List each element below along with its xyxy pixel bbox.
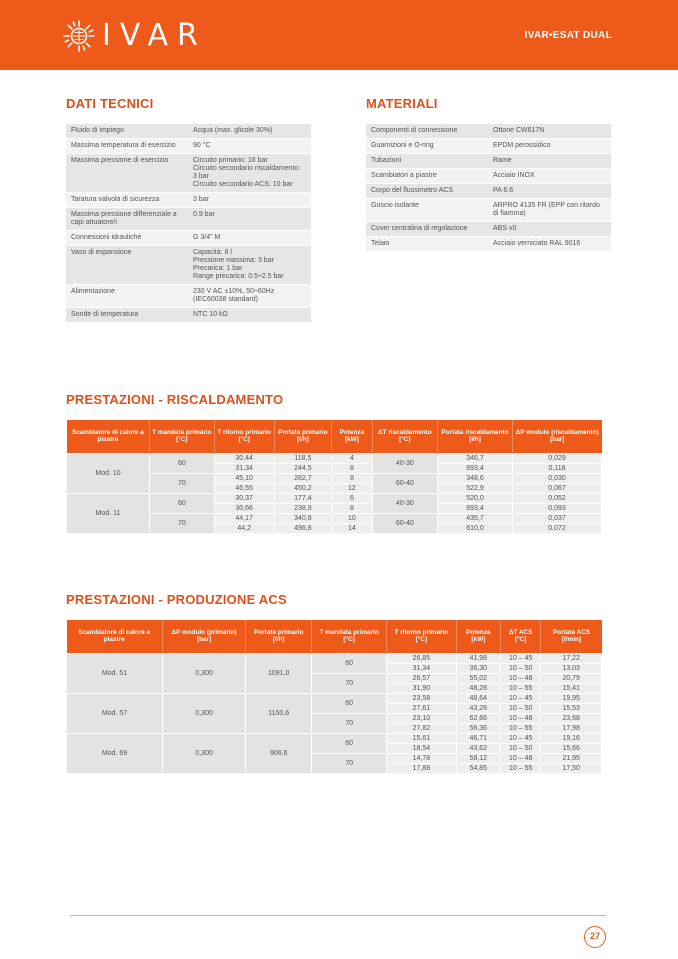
column-header: Portata primario [l/h]: [246, 620, 312, 653]
t-ritorno-cell: 31,34: [214, 463, 274, 473]
t-ritorno-cell: 27,61: [387, 703, 457, 713]
spec-value: 0.9 bar: [188, 208, 311, 231]
portata-primario-cell: 238,9: [274, 503, 331, 513]
delta-t-cell: 60-40: [372, 513, 437, 533]
footer-divider: [70, 915, 606, 916]
column-header: ΔT ACS [°C]: [500, 620, 540, 653]
spec-value: NTC 10 kΩ: [188, 308, 311, 323]
spec-row: [66, 124, 311, 139]
spec-label: Fluido di impiego: [66, 124, 188, 139]
portata-risc-cell: 348,6: [437, 473, 512, 483]
spec-value: Acqua (max. glicole 30%): [188, 124, 311, 139]
portata-acs-cell: 15,53: [541, 703, 602, 713]
spec-label: Cover centralina di regolazione: [366, 222, 488, 237]
spec-value: 230 V AC ±10%, 50÷60Hz (IEC60038 standard): [188, 285, 311, 308]
t-ritorno-cell: 27,82: [387, 723, 457, 733]
potenza-cell: 10: [332, 513, 373, 523]
spec-value: G 3/4" M: [188, 231, 311, 246]
delta-t-acs-cell: 10 – 48: [500, 753, 540, 763]
delta-p-cell: 0,030: [513, 473, 602, 483]
t-mandata-cell: 60: [312, 733, 387, 753]
column-header: ΔT riscaldamento [°C]: [372, 420, 437, 453]
table-row: [67, 653, 602, 663]
spec-row: [366, 184, 611, 199]
spec-label: Massima pressione differenziale a capi attuatore/i: [66, 208, 188, 231]
t-mandata-cell: 70: [150, 513, 214, 533]
delta-t-acs-cell: 10 – 55: [500, 763, 540, 773]
column-header: Scambiatore di calore a piastre: [67, 420, 150, 453]
t-ritorno-cell: 30,44: [214, 453, 274, 463]
spec-value: ABS v0: [488, 222, 611, 237]
t-ritorno-cell: 26,85: [387, 653, 457, 663]
potenza-cell: 43,62: [456, 743, 500, 753]
potenza-cell: 8: [332, 463, 373, 473]
column-header: ΔP modulo (primario) [bar]: [162, 620, 245, 653]
portata-acs-cell: 17,22: [541, 653, 602, 663]
portata-primario-cell: 282,7: [274, 473, 331, 483]
materiali-table: [366, 124, 611, 252]
riscaldamento-title: PRESTAZIONI - RISCALDAMENTO: [66, 392, 284, 407]
potenza-cell: 56,36: [456, 723, 500, 733]
column-header: Potenza [kW]: [332, 420, 373, 453]
spec-row: [366, 139, 611, 154]
t-mandata-cell: 60: [150, 453, 214, 473]
t-ritorno-cell: 30,37: [214, 493, 274, 503]
potenza-cell: 8: [332, 473, 373, 483]
spec-label: Guscio isolante: [366, 199, 488, 222]
t-ritorno-cell: 44,17: [214, 513, 274, 523]
delta-t-acs-cell: 10 – 45: [500, 733, 540, 743]
column-header: T mandata primario [°C]: [312, 620, 387, 653]
spec-label: Telaio: [366, 237, 488, 252]
t-ritorno-cell: 15,61: [387, 733, 457, 743]
portata-primario-cell: 340,8: [274, 513, 331, 523]
delta-p-cell: 0,037: [513, 513, 602, 523]
portata-primario-cell: 118,5: [274, 453, 331, 463]
t-ritorno-cell: 26,57: [387, 673, 457, 683]
delta-t-acs-cell: 10 – 50: [500, 663, 540, 673]
spec-row: [366, 222, 611, 237]
delta-p-cell: 0,093: [513, 503, 602, 513]
potenza-cell: 36,30: [456, 663, 500, 673]
spec-value: Acciaio verniciato RAL 9016: [488, 237, 611, 252]
portata-acs-cell: 17,50: [541, 763, 602, 773]
t-mandata-cell: 60: [312, 653, 387, 673]
brand-name: IVAR: [102, 18, 207, 53]
delta-t-cell: 40-30: [372, 453, 437, 473]
potenza-cell: 48,28: [456, 683, 500, 693]
delta-t-acs-cell: 10 – 55: [500, 723, 540, 733]
portata-primario-cell: 906,6: [246, 733, 312, 773]
column-header: T ritorno primario [°C]: [387, 620, 457, 653]
delta-t-cell: 40-30: [372, 493, 437, 513]
portata-risc-cell: 346,7: [437, 453, 512, 463]
portata-acs-cell: 19,16: [541, 733, 602, 743]
t-mandata-cell: 70: [312, 753, 387, 773]
delta-t-acs-cell: 10 – 48: [500, 713, 540, 723]
spec-value: 3 bar: [188, 193, 311, 208]
model-cell: Mod. 11: [67, 493, 150, 533]
portata-risc-cell: 610,0: [437, 523, 512, 533]
spec-row: [366, 154, 611, 169]
potenza-cell: 41,98: [456, 653, 500, 663]
portata-primario-cell: 244,5: [274, 463, 331, 473]
page-header: [0, 0, 678, 70]
spec-label: Massima temperatura di esercizio: [66, 139, 188, 154]
brand-logo: [62, 18, 207, 54]
potenza-cell: 46,71: [456, 733, 500, 743]
column-header: Potenza [kW]: [456, 620, 500, 653]
table-row: [67, 493, 602, 503]
delta-t-acs-cell: 10 – 50: [500, 703, 540, 713]
acs-title: PRESTAZIONI - PRODUZIONE ACS: [66, 592, 287, 607]
spec-label: Connessioni idrauliche: [66, 231, 188, 246]
portata-risc-cell: 693,4: [437, 463, 512, 473]
portata-acs-cell: 13,03: [541, 663, 602, 673]
spec-value: Circuito primario: 16 bar Circuito secondario riscaldamento: 3 bar Circuito secondario ACS: 10 bar: [188, 154, 311, 193]
delta-t-acs-cell: 10 – 48: [500, 673, 540, 683]
spec-row: [366, 199, 611, 222]
spec-label: Massima pressione di esercizio: [66, 154, 188, 193]
t-ritorno-cell: 31,34: [387, 663, 457, 673]
spec-row: [66, 208, 311, 231]
delta-t-acs-cell: 10 – 45: [500, 693, 540, 703]
potenza-cell: 54,85: [456, 763, 500, 773]
dati-tecnici-title: DATI TECNICI: [66, 96, 154, 111]
delta-t-acs-cell: 10 – 50: [500, 743, 540, 753]
spec-row: [366, 237, 611, 252]
acs-table: [66, 620, 602, 774]
spec-row: [66, 285, 311, 308]
portata-acs-cell: 20,79: [541, 673, 602, 683]
spec-label: Alimentazione: [66, 285, 188, 308]
column-header: Portata riscaldamento [l/h]: [437, 420, 512, 453]
portata-primario-cell: 1091,0: [246, 653, 312, 693]
spec-label: Corpo del flussimetro ACS: [366, 184, 488, 199]
spec-row: [66, 231, 311, 246]
delta-p-cell: 0,118: [513, 463, 602, 473]
portata-acs-cell: 17,98: [541, 723, 602, 733]
spec-value: PA 6.6: [488, 184, 611, 199]
spec-value: ARPRO 4135 FR (EPP con ritardo di fiamma): [488, 199, 611, 222]
header-row: [67, 620, 602, 653]
spec-value: Ottone CW617N: [488, 124, 611, 139]
t-mandata-cell: 70: [312, 713, 387, 733]
portata-primario-cell: 450,2: [274, 483, 331, 493]
portata-primario-cell: 1150,6: [246, 693, 312, 733]
portata-risc-cell: 520,0: [437, 493, 512, 503]
delta-p-cell: 0,067: [513, 483, 602, 493]
model-cell: Mod. 10: [67, 453, 150, 493]
t-mandata-cell: 70: [312, 673, 387, 693]
spec-label: Componenti di connessione: [366, 124, 488, 139]
spec-label: Taratura valvola di sicurezza: [66, 193, 188, 208]
portata-risc-cell: 435,7: [437, 513, 512, 523]
table-row: [67, 693, 602, 703]
column-header: T ritorno primario [°C]: [214, 420, 274, 453]
column-header: Portata primario [l/h]: [274, 420, 331, 453]
riscaldamento-table: [66, 420, 602, 534]
spec-label: Vaso di espansione: [66, 246, 188, 285]
model-cell: Mod. 69: [67, 733, 163, 773]
portata-acs-cell: 23,68: [541, 713, 602, 723]
table-row: [67, 453, 602, 463]
portata-acs-cell: 19,95: [541, 693, 602, 703]
t-mandata-cell: 70: [150, 473, 214, 493]
delta-p-cell: 0,029: [513, 453, 602, 463]
spec-value: Capacità: 8 l Pressione massima: 3 bar Precarica: 1 bar Range precarica: 0.5÷2.5 bar: [188, 246, 311, 285]
t-ritorno-cell: 45,10: [214, 473, 274, 483]
potenza-cell: 4: [332, 453, 373, 463]
spec-row: [66, 246, 311, 285]
potenza-cell: 43,26: [456, 703, 500, 713]
spec-label: Guarnizioni e O-ring: [366, 139, 488, 154]
potenza-cell: 58,12: [456, 753, 500, 763]
spec-row: [366, 169, 611, 184]
t-ritorno-cell: 23,10: [387, 713, 457, 723]
column-header: ΔP modulo (riscaldamento) [bar]: [513, 420, 602, 453]
spec-row: [66, 139, 311, 154]
portata-risc-cell: 693,4: [437, 503, 512, 513]
potenza-cell: 14: [332, 523, 373, 533]
delta-p-cell: 0,300: [162, 693, 245, 733]
t-ritorno-cell: 17,88: [387, 763, 457, 773]
potenza-cell: 48,64: [456, 693, 500, 703]
delta-p-cell: 0,072: [513, 523, 602, 533]
model-cell: Mod. 51: [67, 653, 163, 693]
portata-acs-cell: 21,95: [541, 753, 602, 763]
spec-row: [66, 193, 311, 208]
model-cell: Mod. 57: [67, 693, 163, 733]
spec-label: Scambiatori a piastre: [366, 169, 488, 184]
materiali-title: MATERIALI: [366, 96, 438, 111]
t-ritorno-cell: 18,54: [387, 743, 457, 753]
column-header: Scambiatore di calore a piastre: [67, 620, 163, 653]
table-row: [67, 733, 602, 743]
spec-value: Rame: [488, 154, 611, 169]
dati-tecnici-table: [66, 124, 311, 323]
portata-primario-cell: 496,8: [274, 523, 331, 533]
delta-t-acs-cell: 10 – 55: [500, 683, 540, 693]
delta-t-acs-cell: 10 – 45: [500, 653, 540, 663]
delta-p-cell: 0,300: [162, 733, 245, 773]
spec-row: [66, 308, 311, 323]
document-title: IVAR•ESAT DUAL: [524, 30, 612, 41]
spec-value: 90 °C: [188, 139, 311, 154]
t-ritorno-cell: 31,90: [387, 683, 457, 693]
potenza-cell: 12: [332, 483, 373, 493]
spec-row: [66, 154, 311, 193]
potenza-cell: 8: [332, 503, 373, 513]
t-ritorno-cell: 23,58: [387, 693, 457, 703]
spec-value: Acciaio INOX: [488, 169, 611, 184]
spec-label: Sonde di temperatura: [66, 308, 188, 323]
column-header: T mandata primario [°C]: [150, 420, 214, 453]
t-ritorno-cell: 30,66: [214, 503, 274, 513]
page-number: 27: [584, 926, 606, 948]
potenza-cell: 62,66: [456, 713, 500, 723]
portata-acs-cell: 15,66: [541, 743, 602, 753]
delta-p-cell: 0,300: [162, 653, 245, 693]
portata-acs-cell: 15,41: [541, 683, 602, 693]
spec-value: EPDM perossidico: [488, 139, 611, 154]
t-ritorno-cell: 14,78: [387, 753, 457, 763]
t-mandata-cell: 60: [312, 693, 387, 713]
column-header: Portata ACS [l/min]: [541, 620, 602, 653]
t-mandata-cell: 60: [150, 493, 214, 513]
t-ritorno-cell: 44,2: [214, 523, 274, 533]
spec-row: [366, 124, 611, 139]
potenza-cell: 55,02: [456, 673, 500, 683]
delta-t-cell: 60-40: [372, 473, 437, 493]
sun-logo-icon: [62, 19, 96, 53]
delta-p-cell: 0,052: [513, 493, 602, 503]
t-ritorno-cell: 46,55: [214, 483, 274, 493]
portata-primario-cell: 177,4: [274, 493, 331, 503]
spec-label: Tubazioni: [366, 154, 488, 169]
portata-risc-cell: 522,9: [437, 483, 512, 493]
potenza-cell: 6: [332, 493, 373, 503]
header-row: [67, 420, 602, 453]
